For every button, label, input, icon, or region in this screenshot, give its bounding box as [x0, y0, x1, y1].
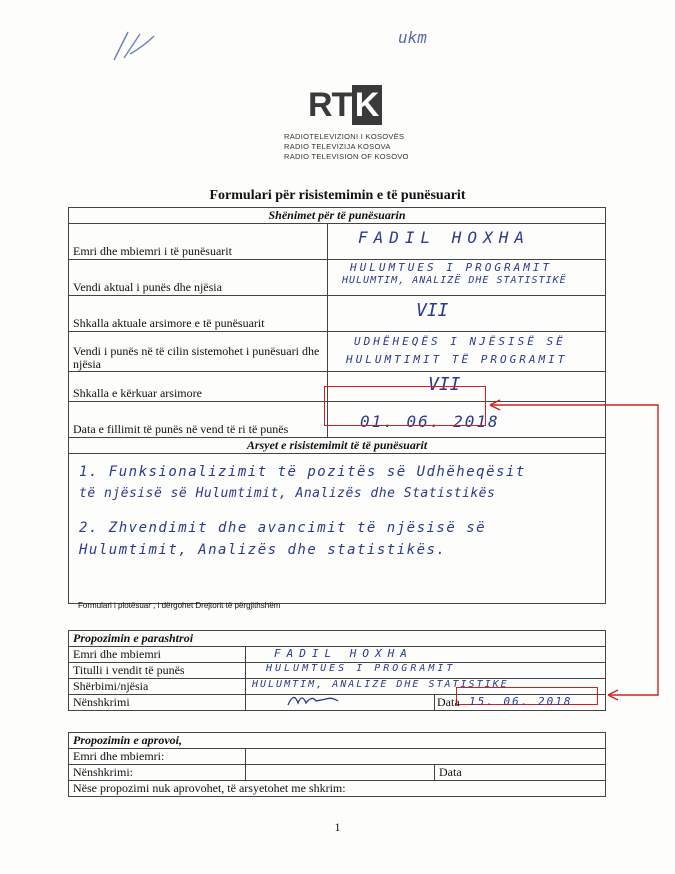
- proposal-label-title: Titulli i vendit të punës: [69, 663, 246, 679]
- approval-label-name: Emri dhe mbiemri:: [69, 749, 246, 765]
- proposal-value-title: HULUMTUES I PROGRAMIT: [246, 663, 606, 679]
- start-date-highlight: [324, 386, 486, 426]
- row-label-new-position: Vendi i punës në të cilin sistemohet i punësuari dhe njësia: [69, 332, 328, 372]
- top-handwritten-note: ukm: [398, 28, 427, 47]
- approval-table: [68, 732, 606, 797]
- proposal-label-signature: Nënshkrimi: [69, 695, 246, 711]
- row-label-current-education: Shkalla aktuale arsimore e të punësuarit: [69, 296, 328, 332]
- proposal-date-label: Data: [437, 695, 460, 709]
- proposal-date-cell: [435, 695, 606, 711]
- form-title: Formulari për risistemimin e të punësuarit: [209, 188, 466, 203]
- page-number: 1: [334, 820, 341, 834]
- approval-value-name: [246, 749, 606, 765]
- proposal-value-unit: HULUMTIM, ANALIZË DHE STATISTIKË: [246, 679, 606, 695]
- row-label-start-date: Data e fillimit të punës në vend të ri të punës: [69, 402, 328, 438]
- proposal-heading: Propozimin e parashtroi: [69, 631, 606, 647]
- proposal-table: [68, 630, 606, 711]
- logo-subtitle: RADIOTELEVIZIONI I KOSOVËS RADIO TELEVIZIJA KOSOVA RADIO TELEVISION OF KOSOVO: [284, 132, 409, 161]
- row-value-current-education: VII: [328, 296, 606, 332]
- approval-signature: [246, 765, 435, 781]
- row-value-required-education: VII: [328, 372, 606, 402]
- approval-label-signature: Nënshkrimi:: [69, 765, 246, 781]
- employee-section-heading: Shënimet për të punësuarin: [69, 208, 606, 224]
- row-value-new-position: UDHËHEQËS I NJËSISË SË HULUMTIMIT TË PROGRAMIT: [328, 332, 606, 372]
- row-value-current-position: HULUMTUES I PROGRAMIT HULUMTIM, ANALIZË DHE STATISTIKË: [328, 260, 606, 296]
- row-value-name: FADIL HOXHA: [328, 224, 606, 260]
- row-label-current-position: Vendi aktual i punës dhe njësia: [69, 260, 328, 296]
- form-footnote: Formulari i plotësuar , i dërgohet Drejtorit të përgjithshëm: [78, 601, 281, 610]
- rtk-logo: RT K: [308, 85, 376, 125]
- corner-scribble: [110, 28, 160, 64]
- proposal-label-name: Emri dhe mbiemri: [69, 647, 246, 663]
- proposal-date-value: 15. 06. 2018: [469, 695, 573, 708]
- approval-date-label: Data: [435, 765, 606, 781]
- reasons-box: 1. Funksionalizimit të pozitës së Udhëheqësit të njësisë së Hulumtimit, Analizës dhe Statistikës 2. Zhvendimit dhe avancimit të njësisë së Hulumtimit, Analizës dhe statistikës.: [69, 454, 606, 604]
- row-value-start-date: 01. 06. 2018: [328, 402, 606, 438]
- row-label-name: Emri dhe mbiemri i të punësuarit: [69, 224, 328, 260]
- reasons-section-heading: Arsyet e risistemimit të të punësuarit: [69, 438, 606, 454]
- proposal-label-unit: Shërbimi/njësia: [69, 679, 246, 695]
- approval-heading: Propozimin e aprovoi,: [69, 733, 606, 749]
- row-label-required-education: Shkalla e kërkuar arsimore: [69, 372, 328, 402]
- proposal-value-name: FADIL HOXHA: [246, 647, 606, 663]
- signature-scribble: [286, 691, 346, 707]
- proposal-signature: [246, 695, 435, 711]
- approval-justification-label: Nëse propozimi nuk aprovohet, të arsyetohet me shkrim:: [69, 781, 606, 797]
